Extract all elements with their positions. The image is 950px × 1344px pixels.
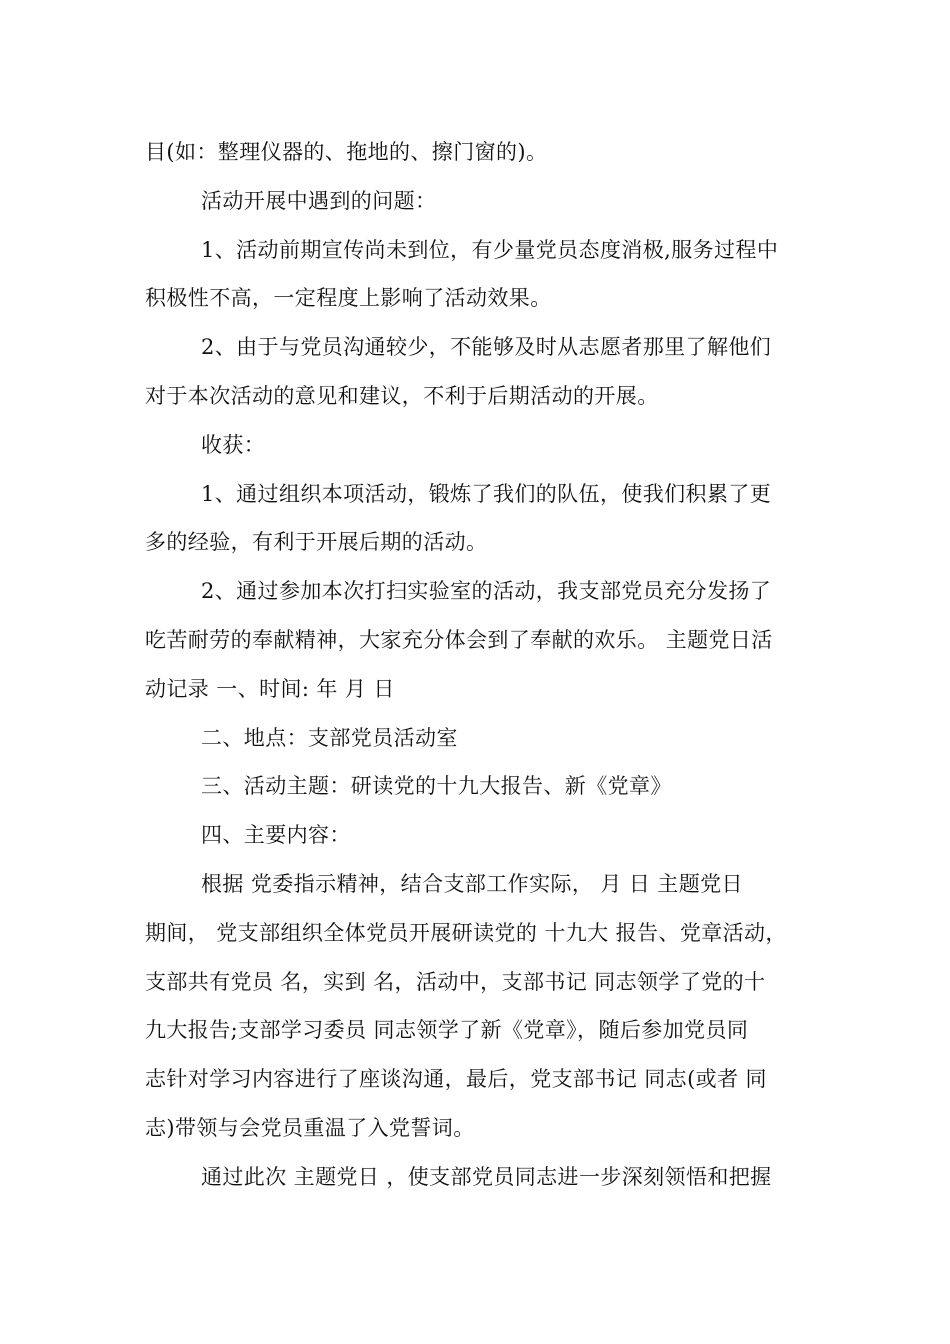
record-location: 二、地点：支部党员活动室 bbox=[201, 725, 458, 750]
record-content-heading: 四、主要内容： bbox=[201, 823, 351, 848]
text-line: 2、由于与党员沟通较少，不能够及时从志愿者那里了解他们 bbox=[201, 335, 772, 360]
text-line: 根据 党委指示精神，结合支部工作实际， 月 日 主题党日 bbox=[201, 871, 743, 896]
text-line: 志针对学习内容进行了座谈沟通，最后，党支部书记 同志(或者 同 bbox=[145, 1067, 767, 1092]
text-line: 1、活动前期宣传尚未到位，有少量党员态度消极,服务过程中 bbox=[201, 237, 779, 262]
text-line: 对于本次活动的意见和建议，不利于后期活动的开展。 bbox=[145, 383, 659, 408]
text-line: 1、通过组织本项活动，锻炼了我们的队伍，使我们积累了更 bbox=[201, 481, 772, 506]
record-theme: 三、活动主题：研读党的十九大报告、新《党章》 bbox=[201, 774, 672, 799]
text-line: 志)带领与会党员重温了入党誓词。 bbox=[145, 1115, 475, 1140]
text-line: 通过此次 主题党日 ，使支部党员同志进一步深刻领悟和把握 bbox=[201, 1164, 772, 1189]
text-line: 2、通过参加本次打扫实验室的活动，我支部党员充分发扬了 bbox=[201, 579, 772, 604]
text-line: 九大报告;支部学习委员 同志领学了新《党章》，随后参加党员同 bbox=[145, 1018, 749, 1043]
text-line: 动记录 一、时间: 年 月 日 bbox=[145, 676, 395, 701]
text-line: 目(如：整理仪器的、拖地的、擦门窗的)。 bbox=[145, 140, 548, 164]
text-line: 支部共有党员 名，实到 名，活动中，支部书记 同志领学了党的十 bbox=[145, 969, 766, 994]
text-line: 吃苦耐劳的奉献精神，大家充分体会到了奉献的欢乐。 主题党日活 bbox=[145, 627, 773, 652]
text-line: 积极性不高，一定程度上影响了活动效果。 bbox=[145, 286, 552, 311]
section-heading-problems: 活动开展中遇到的问题： bbox=[201, 188, 437, 213]
text-line: 期间， 党支部组织全体党员开展研读党的 十九大 报告、党章活动， bbox=[145, 920, 787, 945]
text-line: 多的经验，有利于开展后期的活动。 bbox=[145, 530, 488, 555]
document-body bbox=[145, 128, 815, 1202]
section-heading-gains: 收获： bbox=[201, 432, 266, 457]
